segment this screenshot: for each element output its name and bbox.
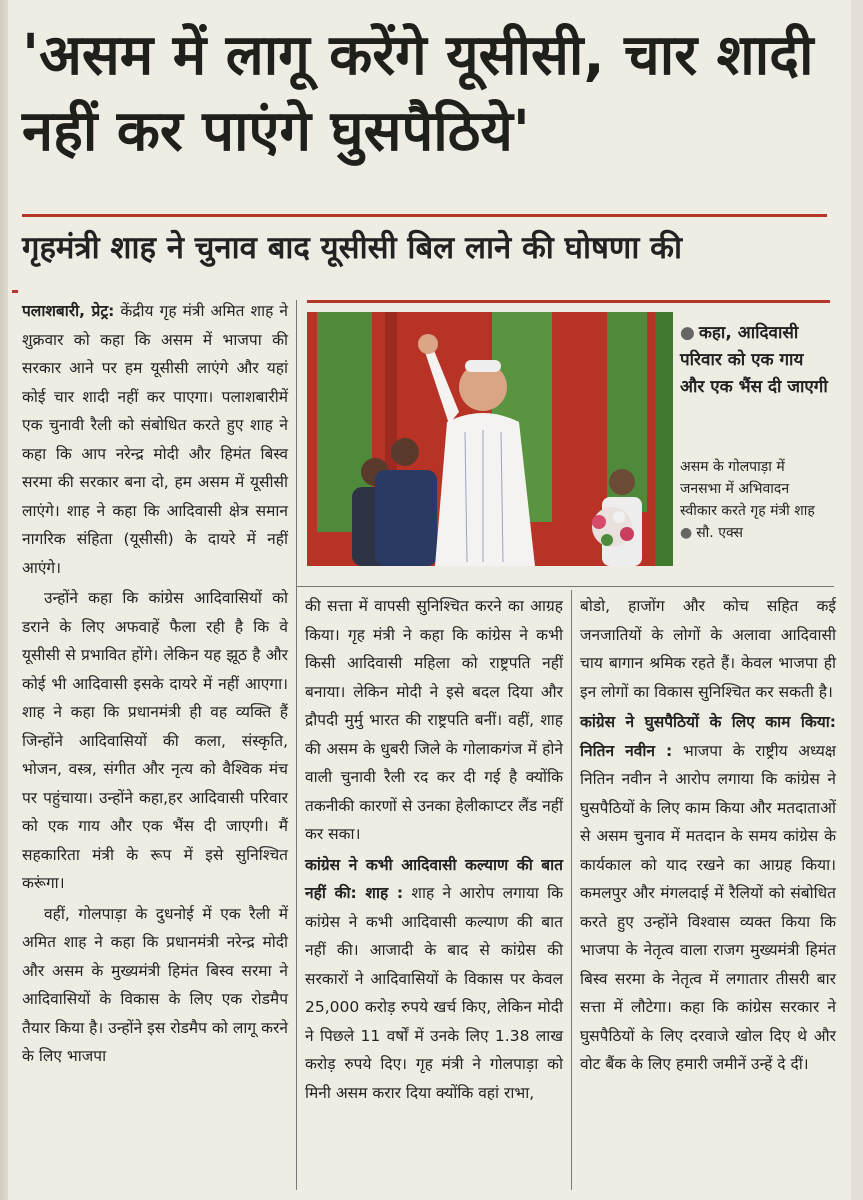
subheadline: गृहमंत्री शाह ने चुनाव बाद यूसीसी बिल लाने की घोषणा की — [22, 230, 682, 266]
crosshead: कांग्रेस ने कभी आदिवासी कल्याण की बात नहीं की: शाह : — [305, 855, 563, 902]
bullet-icon: ● — [680, 525, 693, 541]
small-accent-mark — [12, 290, 18, 293]
dateline: पलाशबारी, प्रेट्र: — [22, 302, 115, 320]
article-column-2 — [305, 592, 563, 1109]
column-divider-2 — [571, 590, 572, 1190]
paragraph-text: शाह ने आरोप लगाया कि कांग्रेस ने कभी आदिवासी कल्याण की बात नहीं की। आजादी के बाद से कांग्रेस की सरकारों ने आदिवासियों के विकास पर केवल 25,000 करोड़ रुपये खर्च किए, लेकिन मोदी ने पिछले 11 वर्षों में उनके लिए 1.38 लाख करोड़ रुपये दिए। गृह मंत्री ने गोलपाड़ा को मिनी असम करार दिया क्योंकि वहां राभा, — [305, 884, 563, 1102]
photo-bottom-rule — [296, 586, 834, 587]
side-caption-text: कहा, आदिवासी परिवार को एक गाय और एक भैंस दी जाएगी — [680, 323, 828, 397]
column-divider-1 — [296, 300, 297, 1190]
paragraph: वहीं, गोलपाड़ा के दुधनोई में एक रैली में अमित शाह ने कहा कि प्रधानमंत्री नरेन्द्र मोदी और असम के मुख्यमंत्री हिमंत बिस्व सरमा ने आदिवासियों के विकास के लिए एक रोडमैप तैयार किया है। उन्होंने इस रोडमैप को लागू करने के लिए भाजपा — [22, 904, 288, 1065]
paragraph: बोडो, हाजोंग और कोच सहित कई जनजातियों के लोगों के अलावा आदिवासी चाय बागान श्रमिक रहते हैं। केवल भाजपा ही इन लोगों का विकास सुनिश्चित कर सकती है। — [580, 597, 836, 701]
adjacent-page-edge — [851, 0, 863, 1200]
paragraph — [580, 708, 836, 1079]
paragraph-text: केंद्रीय गृह मंत्री अमित शाह ने शुक्रवार को कहा कि असम में भाजपा की सरकार आने पर हम यूसीसी लाएंगे और यहां कोई चार शादी नहीं कर पाएगा। पलाशबारीमें एक चुनावी रैली को संबोधित करते हुए शाह ने कहा कि आप नरेन्द्र मोदी और हिमंत बिस्व सरमा की सरकार बना दो, हम असम में यूसीसी लाएंगे। शाह ने कहा कि आदिवासी क्षेत्र समान नागरिक संहिता (यूसीसी) के दायरे में नहीं आएंगे। — [22, 302, 288, 577]
paragraph: उन्होंने कहा कि कांग्रेस आदिवासियों को डराने के लिए अफवाहें फैला रही है कि वे यूसीसी से प्रभावित होंगे। लेकिन यह झूठ है और कोई भी आदिवासी इसके दायरे में नहीं आएगा। शाह ने कहा कि प्रधानमंत्री ही वह व्यक्ति हैं जिन्होंने आदिवासियों की कला, संस्कृति, भोजन, वस्त्र, संगीत और नृत्य को वैश्विक मंच पर पहुंचाया। उन्होंने कहा,हर आदिवासी परिवार को एक गाय और एक भैंस दी जाएगी। मैं सहकारिता मंत्री के रूप में इसे सुनिश्चित करूंगा। — [22, 589, 288, 892]
paragraph: की सत्ता में वापसी सुनिश्चित करने का आग्रह किया। गृह मंत्री ने कहा कि कांग्रेस ने कभी किसी आदिवासी महिला को राष्ट्रपति नहीं बनाया। लेकिन मोदी ने इसे बदल दिया और द्रौपदी मुर्मु भारत की राष्ट्रपति बनीं। वहीं, शाह की असम के धुबरी जिले के गोलाकगंज में होने वाली चुनावी रैली रद कर दी गई है क्योंकि तकनीकी कारणों से उनका हेलीकाप्टर लैंड नहीं कर सका। — [305, 597, 563, 843]
headline-rule — [22, 214, 827, 217]
paragraph-text: भाजपा के राष्ट्रीय अध्यक्ष नितिन नवीन ने आरोप लगाया कि कांग्रेस ने घुसपैठियों के लिए काम किया और मतदाताओं से असम चुनाव में मतदान के समय कांग्रेस के कार्यकाल को याद रखने का आग्रह किया। कमलपुर और मंगलदाई में रैलियों को संबोधित करते हुए उन्होंने विश्वास व्यक्त किया कि भाजपा के नेतृत्व वाला राजग मुख्यमंत्री हिमंत बिस्व सरमा के नेतृत्व में लगातार तीसरी बार सत्ता में लौटेगा। कहा कि कांग्रेस सरकार ने घुसपैठियों के लिए दरवाजे खोल दिए थे और वोट बैंक के लिए हमारी जमीनें उन्हें दे दीं। — [580, 741, 836, 1073]
bullet-icon: ● — [680, 323, 695, 343]
paragraph — [22, 297, 288, 582]
article-column-3 — [580, 592, 836, 1081]
headline: 'असम में लागू करेंगे यूसीसी, चार शादी नहीं कर पाएंगे घुसपैठिये' — [22, 23, 814, 164]
article-column-1 — [22, 297, 288, 1073]
paragraph — [305, 851, 563, 1108]
rally-photo — [307, 312, 673, 566]
photo-side-caption — [680, 320, 830, 401]
amit-shah-waving-image — [307, 312, 673, 566]
photo-caption — [680, 456, 830, 544]
photo-caption-text: असम के गोलपाड़ा में जनसभा में अभिवादन स्वीकार करते गृह मंत्री शाह — [680, 459, 815, 519]
photo-accent-rule — [307, 300, 830, 303]
photo-credit: सौ. एक्स — [696, 525, 743, 541]
crosshead: कांग्रेस ने घुसपैठियों के लिए काम किया: नितिन नवीन : — [580, 713, 836, 760]
